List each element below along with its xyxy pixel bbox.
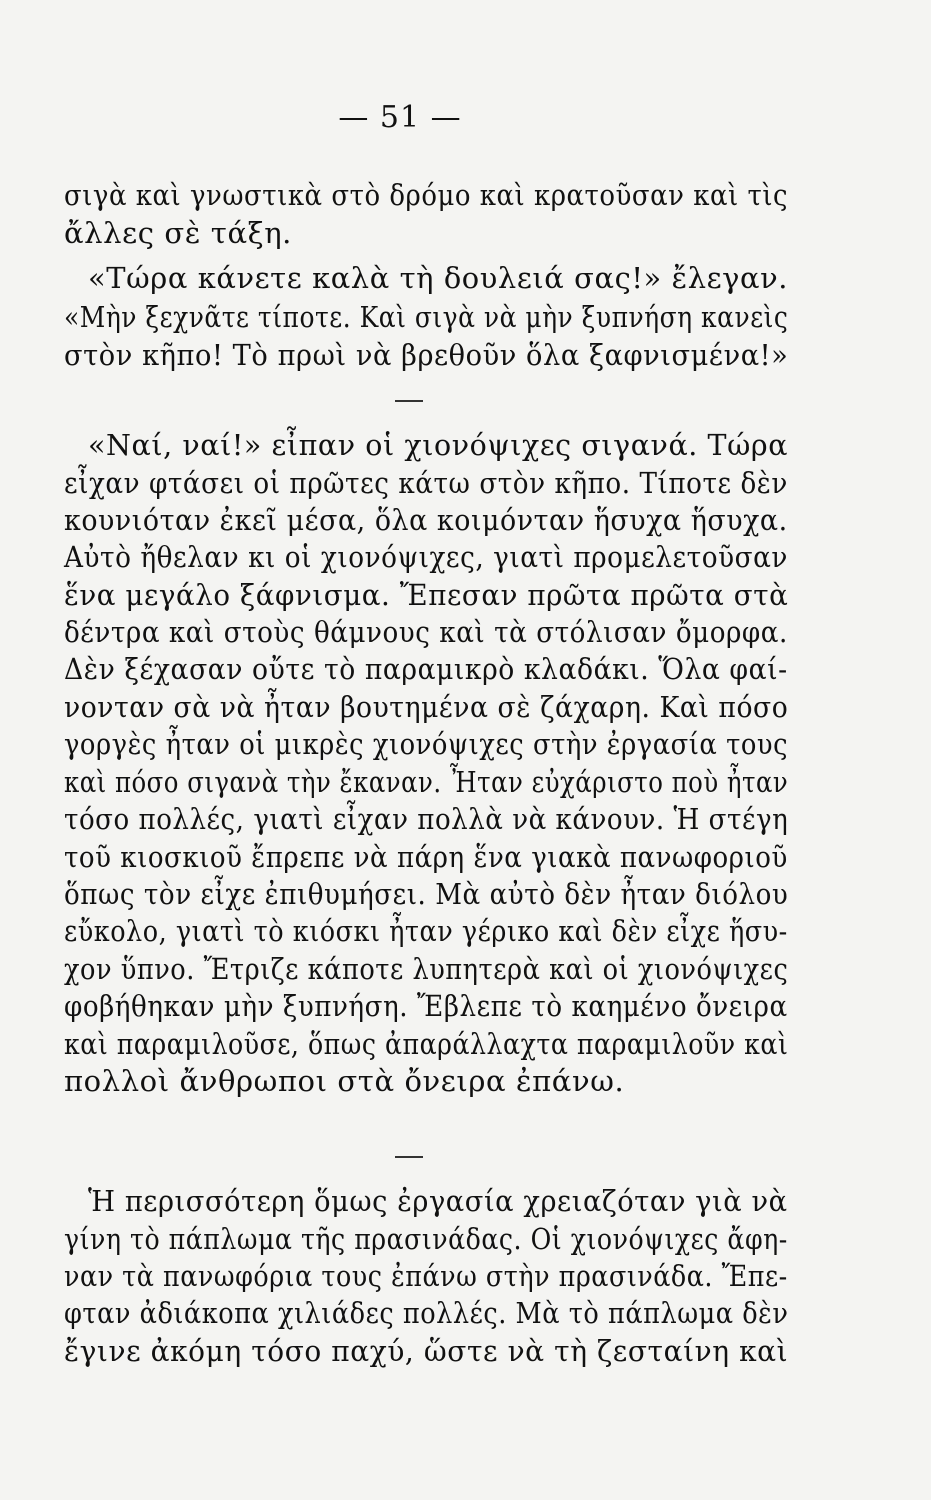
text-line: φταν ἀδιάκοπα χιλιάδες πολλές. Μὰ τὸ πάπλωμα δὲν	[64, 1296, 789, 1330]
text-line: χον ὕπνο. Ἔτριζε κάποτε λυπητερὰ καὶ οἱ χιονόψιχες	[64, 952, 789, 986]
text-line: εἶχαν φτάσει οἱ πρῶτες κάτω στὸν κῆπο. Τίποτε δὲν	[64, 466, 788, 500]
text-line: «Ναί, ναί!» εἶπαν οἱ χιονόψιχες σιγανά. Τώρα	[88, 428, 789, 462]
page-number: — 51 —	[338, 100, 462, 135]
text-line: εὔκολο, γιατὶ τὸ κιόσκι ἦταν γέρικο καὶ δὲν εἶχε ἥσυ-	[64, 914, 788, 948]
text-line: νονταν σὰ νὰ ἦταν βουτημένα σὲ ζάχαρη. Καὶ πόσο	[64, 690, 789, 724]
text-line: σιγὰ καὶ γνωστικὰ στὸ δρόμο καὶ κρατοῦσαν καὶ τὶς	[64, 178, 789, 212]
text-line: Δὲν ξέχασαν οὔτε τὸ παραμικρὸ κλαδάκι. Ὅλα φαί-	[64, 652, 788, 686]
text-line: καὶ παραμιλοῦσε, ὅπως ἀπαράλλαχτα παραμιλοῦν καὶ	[64, 1027, 789, 1061]
text-line: «Τώρα κάνετε καλὰ τὴ δουλειά σας!» ἔλεγαν.	[88, 261, 789, 295]
text-line: κουνιόταν ἐκεῖ μέσα, ὅλα κοιμόνταν ἥσυχα ἥσυχα.	[64, 503, 788, 537]
text-line: Αὐτὸ ἤθελαν κι οἱ χιονόψιχες, γιατὶ προμελετοῦσαν	[64, 540, 788, 574]
text-line: Ἡ περισσότερη ὅμως ἐργασία χρειαζόταν γιὰ νὰ	[88, 1184, 788, 1218]
text-line: γίνη τὸ πάπλωμα τῆς πρασινάδας. Οἱ χιονόψιχες ἄφη-	[64, 1222, 788, 1256]
text-line: ἕνα μεγάλο ξάφνισμα. Ἔπεσαν πρῶτα πρῶτα στὰ	[64, 578, 789, 612]
text-line: ἄλλες σὲ τάξη.	[64, 216, 292, 250]
section-separator	[395, 400, 423, 402]
text-line: πολλοὶ ἄνθρωποι στὰ ὄνειρα ἐπάνω.	[64, 1064, 625, 1098]
text-line: «Μὴν ξεχνᾶτε τίποτε. Καὶ σιγὰ νὰ μὴν ξυπνήση κανεὶς	[64, 300, 789, 334]
text-line: γοργὲς ἦταν οἱ μικρὲς χιονόψιχες στὴν ἐργασία τους	[64, 727, 789, 761]
text-line: καὶ πόσο σιγανὰ τὴν ἔκαναν. Ἦταν εὐχάριστο ποὺ ἦταν	[64, 765, 789, 799]
text-line: ναν τὰ πανωφόρια τους ἐπάνω στὴν πρασινάδα. Ἔπε-	[64, 1259, 788, 1293]
text-line: στὸν κῆπο! Τὸ πρωὶ νὰ βρεθοῦν ὅλα ξαφνισμένα!»	[64, 338, 789, 372]
text-line: τόσο πολλές, γιατὶ εἶχαν πολλὰ νὰ κάνουν. Ἡ στέγη	[64, 802, 789, 836]
section-separator	[395, 1156, 423, 1158]
text-line: δέντρα καὶ στοὺς θάμνους καὶ τὰ στόλισαν ὄμορφα.	[64, 615, 788, 649]
text-line: τοῦ κιοσκιοῦ ἔπρεπε νὰ πάρη ἕνα γιακὰ πανωφοριοῦ	[64, 840, 788, 874]
text-line: φοβήθηκαν μὴν ξυπνήση. Ἔβλεπε τὸ καημένο ὄνειρα	[64, 989, 788, 1023]
text-line: ὅπως τὸν εἶχε ἐπιθυμήσει. Μὰ αὐτὸ δὲν ἦταν διόλου	[64, 877, 789, 911]
text-line: ἔγινε ἀκόμη τόσο παχύ, ὥστε νὰ τὴ ζεσταίνη καὶ	[64, 1334, 789, 1368]
